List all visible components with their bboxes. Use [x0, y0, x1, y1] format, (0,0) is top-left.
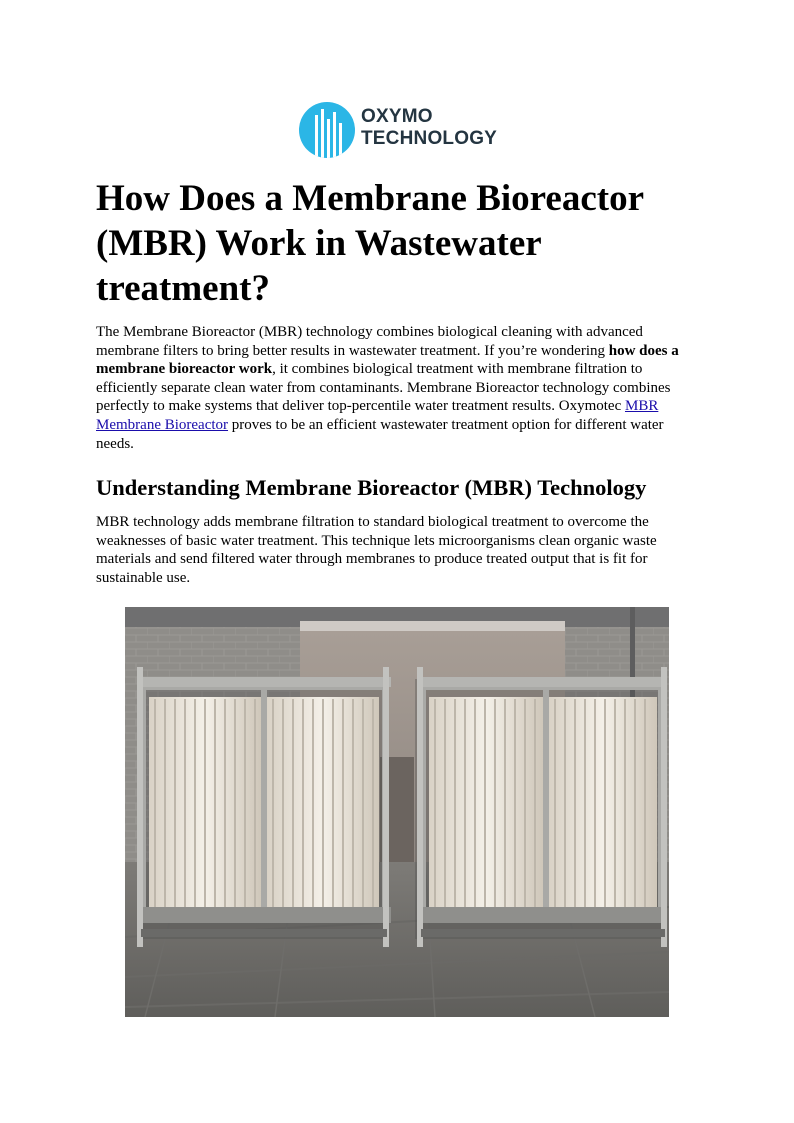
intro-text-3: proves to be an efficient wastewater treatment option for different water needs. [96, 416, 664, 452]
page-title: How Does a Membrane Bioreactor (MBR) Work in Wastewater treatment? [96, 178, 644, 309]
logo-line-2: TECHNOLOGY [361, 128, 498, 149]
intro-paragraph [96, 323, 702, 453]
intro-text-1: The Membrane Bioreactor (MBR) technology combines biological cleaning with advanced membrane filters to bring better results in wastewater treatment. If you’re wondering [96, 324, 643, 359]
section-paragraph: MBR technology adds membrane filtration to standard biological treatment to overcome the weaknesses of basic water treatment. This technique lets microorganisms clean organic waste materials and send filtered water through membranes to produce treated output that is fit for sustainable use. [96, 514, 657, 586]
logo-line-1: OXYMO [361, 106, 433, 127]
logo-wordmark [361, 106, 497, 150]
right-mbr-module [415, 667, 667, 947]
mbr-photo-illustration [125, 607, 669, 1017]
mbr-bioreactor-link[interactable]: MBR Membrane Bioreactor [96, 398, 659, 433]
company-logo [298, 100, 508, 160]
intro-bold-phrase: how does a membrane bioreactor work [96, 342, 679, 378]
mbr-modules-photo [125, 607, 669, 1017]
left-mbr-module [137, 667, 391, 947]
logo-mark-icon [298, 101, 356, 159]
intro-text-2: , it combines biological treatment with membrane filtration to efficiently separate clean water from contaminants. Membrane Bioreactor technology combines perfectly to make systems that deliver top-percentile water treatment results. Oxymotec [96, 361, 671, 415]
section-heading: Understanding Membrane Bioreactor (MBR) Technology [96, 475, 647, 500]
